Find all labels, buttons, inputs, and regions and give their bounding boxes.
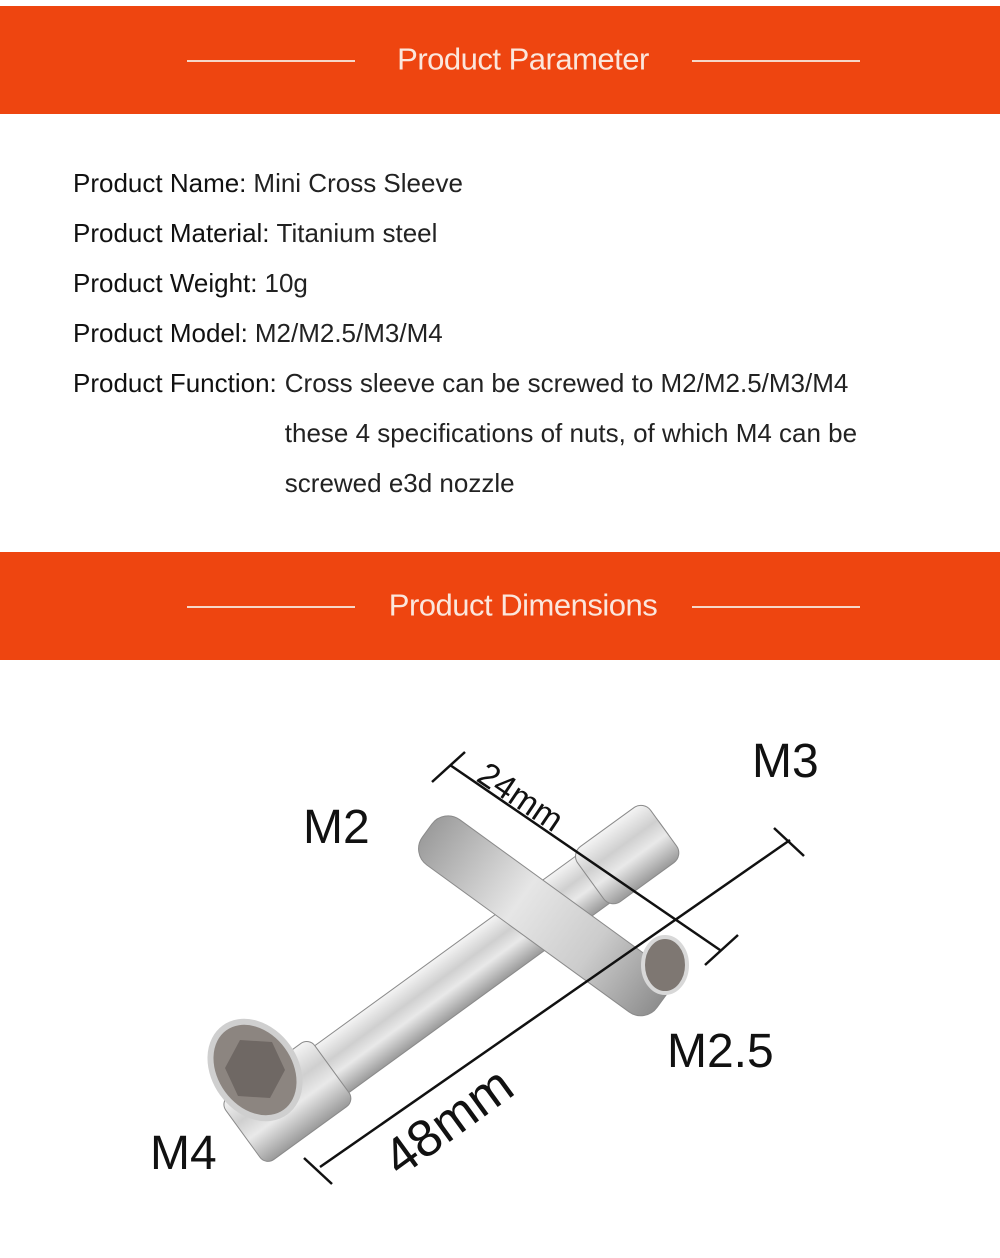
param-row-model — [73, 308, 973, 358]
param-value: Mini Cross Sleeve — [253, 167, 463, 198]
section-header-parameter — [0, 6, 1000, 114]
param-label: Product Function: — [73, 368, 277, 398]
param-value: M2/M2.5/M3/M4 — [254, 317, 443, 348]
param-value: Titanium steel — [276, 217, 438, 248]
param-value — [285, 358, 857, 508]
param-row-material — [73, 208, 973, 258]
label-m2-5: M2.5 — [667, 1025, 774, 1078]
param-value: 10g — [264, 267, 308, 298]
parameter-list — [73, 158, 973, 508]
dimension-long: 48mm — [372, 1055, 524, 1188]
param-row-function — [73, 358, 973, 508]
dimension-short: 24mm — [470, 755, 571, 840]
function-line: screwed e3d nozzle — [284, 468, 515, 498]
param-label: Product Material: — [73, 217, 270, 248]
section-title: Product Dimensions — [388, 587, 658, 623]
param-row-name — [73, 158, 973, 208]
function-line: Cross sleeve can be screwed to M2/M2.5/M3/M4 — [284, 368, 849, 398]
param-label: Product Name: — [73, 167, 247, 198]
section-title: Product Parameter — [397, 41, 649, 77]
divider-line — [692, 606, 860, 608]
param-row-weight — [73, 258, 973, 308]
label-m3: M3 — [752, 735, 819, 788]
label-m4: M4 — [150, 1127, 217, 1180]
section-header-dimensions — [0, 552, 1000, 660]
param-label: Product Weight: — [73, 267, 258, 298]
product-dimensions-diagram — [0, 660, 1000, 1253]
function-line: these 4 specifications of nuts, of which M4 can be — [284, 418, 858, 448]
param-label: Product Model: — [73, 317, 248, 348]
divider-line — [692, 60, 860, 62]
label-m2: M2 — [303, 801, 370, 854]
